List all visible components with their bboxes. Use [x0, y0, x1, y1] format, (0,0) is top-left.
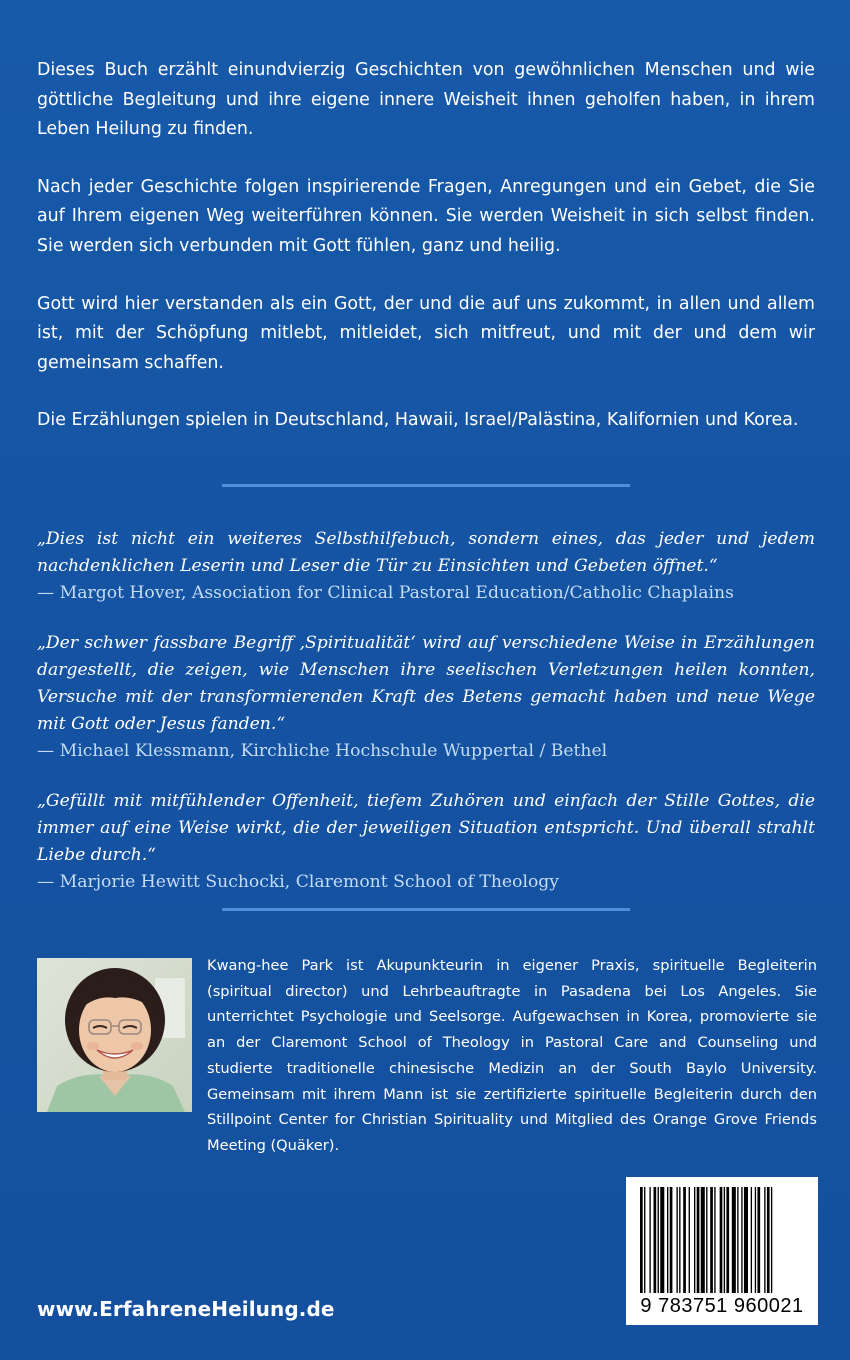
barcode-bar	[694, 1187, 695, 1293]
barcode-bar	[737, 1187, 738, 1293]
endorsement-2	[37, 630, 815, 765]
endorsement-source: — Michael Klessmann, Kirchliche Hochschule Wuppertal / Bethel	[37, 741, 608, 761]
endorsement-text: „Der schwer fassbare Begriff ‚Spiritualität‘ wird auf verschiedene Weise in Erzählungen dargestellt, die zeigen, wie Menschen ihre seelischen Verletzungen heilen konnten, Versuche mit der transformierenden Kraft des Betens gemacht haben und neue Wege mit Gott oder Jesus fanden.“	[37, 633, 815, 734]
barcode-bar	[706, 1187, 707, 1293]
barcode-bar	[764, 1187, 765, 1293]
section-divider-bottom	[222, 908, 630, 911]
description-paragraph-4: Die Erzählungen spielen in Deutschland, Hawaii, Israel/Palästina, Kalifornien und Korea.	[37, 410, 799, 431]
barcode-bar	[649, 1187, 650, 1293]
section-divider-top	[222, 484, 630, 487]
barcode-bars	[640, 1187, 804, 1293]
barcode-bar	[771, 1187, 772, 1293]
endorsement-source: — Margot Hover, Association for Clinical Pastoral Education/Catholic Chaplains	[37, 583, 734, 603]
endorsement-text: „Gefüllt mit mitfühlender Offenheit, tiefem Zuhören und einfach der Stille Gottes, die immer auf eine Weise wirkt, die der jeweiligen Situation entspricht. Und überall strahlt Liebe durch.“	[37, 791, 815, 865]
barcode-bar	[751, 1187, 752, 1293]
endorsement-1	[37, 526, 815, 607]
barcode-bar	[658, 1187, 659, 1293]
book-description	[37, 56, 815, 436]
author-bio: Kwang-hee Park ist Akupunkteurin in eigener Praxis, spirituelle Begleiterin (spiritual director) und Lehrbeauftragte in Pasadena bei Los Angeles. Sie unterrichtet Psychologie und Seelsorge. Aufgewachsen in Korea, promovierte sie an der Claremont School of Theology in Pastoral Care and Counseling und studierte traditionelle chinesische Medizin an der South Baylo University. Gemeinsam mit ihrem Mann ist sie zertifizierte spirituelle Begleiterin durch den Stillpoint Center for Christian Spirituality und Mitglied des Orange Grove Friends Meeting (Quäker).	[207, 957, 817, 1154]
barcode-bar	[710, 1187, 713, 1293]
barcode-bar	[755, 1187, 756, 1293]
barcode-bar	[720, 1187, 723, 1293]
isbn-barcode	[626, 1177, 818, 1325]
website-url[interactable]: www.ErfahreneHeilung.de	[37, 1297, 335, 1321]
author-photo	[37, 958, 192, 1112]
endorsements	[37, 526, 815, 919]
barcode-bar	[667, 1187, 668, 1293]
barcode-bar	[683, 1187, 686, 1293]
barcode-bar	[701, 1187, 705, 1293]
barcode-bar	[654, 1187, 657, 1293]
barcode-bar	[689, 1187, 690, 1293]
barcode-bar	[767, 1187, 770, 1293]
barcode-bar	[741, 1187, 742, 1293]
barcode-bar	[724, 1187, 725, 1293]
barcode-bar	[744, 1187, 748, 1293]
description-paragraph-2: Nach jeder Geschichte folgen inspirierende Fragen, Anregungen und ein Gebet, die Sie auf Ihrem eigenen Weg weiterführen können. Sie werden Weisheit in sich selbst finden. Sie werden sich verbunden mit Gott fühlen, ganz und heilig.	[37, 176, 815, 256]
description-paragraph-1: Dieses Buch erzählt einundvierzig Geschichten von gewöhnlichen Menschen und wie göttliche Begleitung und ihre eigene innere Weisheit ihnen geholfen haben, in ihrem Leben Heilung zu finden.	[37, 60, 815, 140]
barcode-bar	[679, 1187, 680, 1293]
barcode-bar	[676, 1187, 677, 1293]
description-paragraph-3: Gott wird hier verstanden als ein Gott, der und die auf uns zukommt, in allen und allem ist, mit der Schöpfung mitlebt, mitleidet, sich mitfreut, und mit der und dem wir gemeinsam schaffen.	[37, 293, 815, 373]
barcode-bar	[697, 1187, 700, 1293]
barcode-bar	[640, 1187, 643, 1293]
endorsement-source: — Marjorie Hewitt Suchocki, Claremont School of Theology	[37, 872, 560, 892]
author-portrait-illustration	[37, 958, 192, 1112]
barcode-bar	[644, 1187, 645, 1293]
isbn-digits: 9 783751 960021	[640, 1295, 804, 1317]
barcode-bar	[726, 1187, 729, 1293]
barcode-bar	[714, 1187, 715, 1293]
barcode-bar	[670, 1187, 673, 1293]
endorsement-3	[37, 788, 815, 896]
endorsement-text: „Dies ist nicht ein weiteres Selbsthilfebuch, sondern eines, das jeder und jedem nachdenklichen Leserin und Leser die Tür zu Einsichten und Gebeten öffnet.“	[37, 529, 815, 576]
barcode-bar	[660, 1187, 664, 1293]
barcode-bar	[732, 1187, 736, 1293]
barcode-bar	[757, 1187, 760, 1293]
